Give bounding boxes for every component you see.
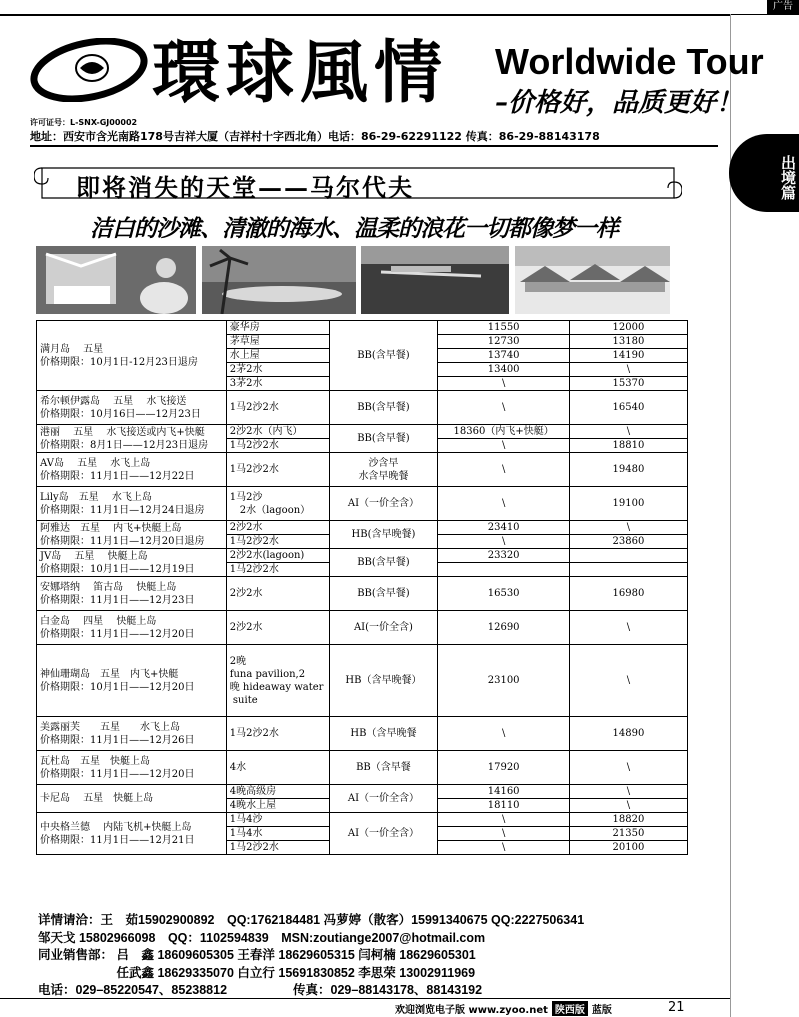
contact-line: 电话：029–85220547、85238812 传真：029–88143178、88143192: [38, 983, 483, 997]
resort-name: 白金岛 四星 快艇上岛: [40, 615, 157, 627]
resort-validity: 价格期限：10月1日-12月23日退房: [40, 356, 198, 368]
price-cell: 19480: [569, 453, 687, 487]
room-type: 豪华房: [226, 321, 329, 335]
website-note: 欢迎浏览电子版 www.zyoo.net: [395, 1005, 548, 1016]
resort-cell: [37, 611, 227, 645]
contact-line: 邹天戈 15802966098 QQ：1102594839 MSN:zoutiange2007@hotmail.com: [38, 930, 486, 945]
ad-label: 广告: [767, 0, 799, 14]
water-villa-photo: [361, 246, 509, 314]
meal-plan: 沙含早 水含早晚餐: [329, 453, 438, 487]
price-cell: \: [438, 487, 570, 521]
address-rule: [30, 145, 718, 147]
price-cell: [569, 549, 687, 563]
honeymoon-bedroom-photo: [36, 246, 196, 314]
price-cell: 18110: [438, 799, 570, 813]
price-cell: \: [438, 453, 570, 487]
room-type: 4晚高级房: [226, 785, 329, 799]
resort-cell: [37, 785, 227, 813]
top-rule-right: [730, 14, 799, 15]
price-cell: 15370: [569, 377, 687, 391]
resort-name: JV岛 五星 快艇上岛: [40, 550, 148, 562]
resort-name: 美露丽芙 五星 水飞上岛: [40, 721, 180, 733]
price-cell: \: [569, 611, 687, 645]
resort-validity: 价格期限：11月1日——12月23日: [40, 594, 195, 606]
brand-name-cn: 環球風情: [152, 33, 449, 113]
room-type: 茅草屋: [226, 335, 329, 349]
room-type: 2沙2水: [226, 521, 329, 535]
room-type: 1马2沙2水: [226, 391, 329, 425]
price-cell: 23320: [438, 549, 570, 563]
resort-cell: [37, 813, 227, 855]
price-cell: \: [438, 841, 570, 855]
price-cell: 11550: [438, 321, 570, 335]
price-cell: 23100: [438, 645, 570, 717]
resort-cell: [37, 549, 227, 577]
resort-validity: 价格期限：8月1日——12月23日退房: [40, 439, 209, 451]
room-type: 2晚 funa pavilion,2 晚 hideaway water suite: [226, 645, 329, 717]
price-cell: 16540: [569, 391, 687, 425]
room-type: 2沙2水(lagoon): [226, 549, 329, 563]
brand-slogan: –价格好，品质更好！: [495, 88, 743, 118]
price-cell: 12690: [438, 611, 570, 645]
room-type: 1马4水: [226, 827, 329, 841]
meal-plan: BB(含早餐): [329, 549, 438, 577]
table-row: [37, 717, 688, 751]
room-type: 1马2沙2水: [226, 535, 329, 549]
price-cell: 13400: [438, 363, 570, 377]
room-type: 4水: [226, 751, 329, 785]
room-type: 1马2沙2水: [226, 439, 329, 453]
resort-validity: 价格期限：11月1日——12月21日: [40, 834, 195, 846]
resort-name: 港丽 五星 水飞接送或内飞+快艇: [40, 426, 205, 438]
meal-plan: BB(含早餐): [329, 577, 438, 611]
resort-name: 神仙珊瑚岛 五星 内飞+快艇: [40, 668, 179, 680]
price-cell: 14890: [569, 717, 687, 751]
room-type: 4晚水上屋: [226, 799, 329, 813]
resort-validity: 价格期限：11月1日—12月20日退房: [40, 535, 205, 547]
banner-subtitle: 洁白的沙滩、清澈的海水、温柔的浪花一切都像梦一样: [90, 216, 618, 242]
beach-palm-photo: [202, 246, 356, 314]
contact-footer: [38, 912, 584, 1000]
beach-bungalow-photo: [515, 246, 670, 314]
price-cell: \: [438, 813, 570, 827]
resort-cell: [37, 577, 227, 611]
room-type: 3茅2水: [226, 377, 329, 391]
meal-plan: BB(含早餐): [329, 321, 438, 391]
contact-line: 同业销售部： 吕 鑫 18609605305 王春洋 18629605315 闫柯楠 18629605301: [38, 948, 476, 962]
resort-name: 安娜塔纳 笛古岛 快艇上岛: [40, 581, 177, 593]
price-cell: \: [569, 751, 687, 785]
price-cell: 13180: [569, 335, 687, 349]
room-type: 1马4沙: [226, 813, 329, 827]
section-tab: [729, 134, 799, 212]
resort-name: 卡尼岛 五星 快艇上岛: [40, 793, 154, 804]
room-type: 1马2沙 2水（lagoon）: [226, 487, 329, 521]
resort-name: 瓦杜岛 五星 快艇上岛: [40, 755, 150, 767]
resort-name: Lily岛 五星 水飞上岛: [40, 491, 152, 503]
price-cell: 23410: [438, 521, 570, 535]
meal-plan: HB（含早晚餐）: [329, 645, 438, 717]
resort-cell: [37, 425, 227, 453]
table-row: [37, 521, 688, 535]
resort-name: 中央格兰德 内陆飞机+快艇上岛: [40, 821, 192, 833]
table-row: [37, 549, 688, 563]
resort-validity: 价格期限：11月1日——12月20日: [40, 628, 195, 640]
resort-cell: [37, 321, 227, 391]
address-line: 地址：西安市含光南路178号吉祥大厦（吉祥村十字西北角）电话：86-29-62291122 传真：86-29-88143178: [30, 130, 600, 143]
price-cell: 16530: [438, 577, 570, 611]
price-cell: 14190: [569, 349, 687, 363]
resort-validity: 价格期限：11月1日——12月26日: [40, 734, 195, 746]
price-cell: [569, 563, 687, 577]
table-row: [37, 813, 688, 827]
page-number: 21: [668, 1000, 685, 1015]
room-type: 1马2沙2水: [226, 453, 329, 487]
price-cell: \: [569, 645, 687, 717]
price-cell: \: [438, 535, 570, 549]
room-type: 2茅2水: [226, 363, 329, 377]
price-cell: \: [569, 521, 687, 535]
price-cell: 18810: [569, 439, 687, 453]
meal-plan: AI（一价全含）: [329, 487, 438, 521]
price-cell: 18360（内飞+快艇）: [438, 425, 570, 439]
table-row: [37, 785, 688, 799]
resort-validity: 价格期限：10月1日——12月20日: [40, 681, 195, 693]
resort-cell: [37, 645, 227, 717]
resort-cell: [37, 717, 227, 751]
table-row: [37, 321, 688, 335]
price-cell: [438, 563, 570, 577]
bottom-rule: [0, 998, 730, 999]
meal-plan: AI(一价全含): [329, 611, 438, 645]
price-cell: \: [569, 425, 687, 439]
price-cell: \: [438, 827, 570, 841]
resort-name: 阿雅达 五星 内飞+快艇上岛: [40, 522, 182, 534]
contact-line: 任武鑫 18629335070 白立行 15691830852 李思荣 13002911969: [38, 965, 476, 980]
section-tab-label: 出境篇: [779, 154, 797, 200]
price-cell: 21350: [569, 827, 687, 841]
meal-plan: BB(含早餐): [329, 425, 438, 453]
table-row: [37, 751, 688, 785]
resort-cell: [37, 453, 227, 487]
table-row: [37, 611, 688, 645]
top-rule: [0, 14, 730, 16]
price-cell: \: [438, 439, 570, 453]
price-cell: 12730: [438, 335, 570, 349]
price-cell: 20100: [569, 841, 687, 855]
resort-name: 满月岛 五星: [40, 343, 104, 355]
table-row: [37, 577, 688, 611]
price-cell: 12000: [569, 321, 687, 335]
resort-cell: [37, 391, 227, 425]
contact-line: 详情请洽：王 茹15902900892 QQ:1762184481 冯萝婷（散客）15991340675 QQ:2227506341: [38, 913, 585, 927]
price-cell: 23860: [569, 535, 687, 549]
room-type: 2沙2水: [226, 577, 329, 611]
resort-cell: [37, 487, 227, 521]
meal-plan: BB(含早餐): [329, 391, 438, 425]
table-row: [37, 487, 688, 521]
room-type: 2沙2水（内飞）: [226, 425, 329, 439]
bottom-bar: [395, 1001, 612, 1016]
meal-plan: BB（含早餐: [329, 751, 438, 785]
price-cell: 19100: [569, 487, 687, 521]
brand-name-en: Worldwide Tour: [495, 41, 764, 82]
meal-plan: HB(含早晚餐): [329, 521, 438, 549]
table-row: [37, 453, 688, 487]
price-cell: 16980: [569, 577, 687, 611]
price-cell: \: [569, 799, 687, 813]
resort-validity: 价格期限：10月1日——12月19日: [40, 563, 195, 575]
table-row: [37, 645, 688, 717]
price-table: [36, 320, 688, 855]
price-cell: 13740: [438, 349, 570, 363]
edition-badge: 陕西版: [552, 1001, 588, 1016]
resort-validity: 价格期限：11月1日——12月22日: [40, 470, 195, 482]
resort-name: 希尔顿伊露岛 五星 水飞接送: [40, 395, 187, 407]
banner-title: 即将消失的天堂——马尔代夫: [76, 173, 414, 202]
room-type: 1马2沙2水: [226, 841, 329, 855]
price-cell: \: [438, 377, 570, 391]
license-number: 许可证号：L-SNX-GJ00002: [30, 118, 138, 127]
price-cell: 17920: [438, 751, 570, 785]
price-cell: \: [438, 391, 570, 425]
room-type: 1马2沙2水: [226, 717, 329, 751]
price-cell: \: [569, 363, 687, 377]
table-row: [37, 391, 688, 425]
resort-name: AV岛 五星 水飞上岛: [40, 457, 151, 469]
edition-label: 蓝版: [591, 1005, 612, 1016]
room-type: 1马2沙2水: [226, 563, 329, 577]
resort-validity: 价格期限：11月1日——12月20日: [40, 768, 195, 780]
price-cell: \: [569, 785, 687, 799]
meal-plan: HB（含早晚餐: [329, 717, 438, 751]
meal-plan: AI（一价全含）: [329, 813, 438, 855]
price-cell: 18820: [569, 813, 687, 827]
room-type: 2沙2水: [226, 611, 329, 645]
resort-validity: 价格期限：11月1日—12月24日退房: [40, 504, 205, 516]
room-type: 水上屋: [226, 349, 329, 363]
table-row: [37, 425, 688, 439]
meal-plan: AI（一价全含）: [329, 785, 438, 813]
resort-cell: [37, 751, 227, 785]
price-cell: 14160: [438, 785, 570, 799]
resort-validity: 价格期限：10月16日——12月23日: [40, 408, 201, 420]
resort-cell: [37, 521, 227, 549]
globe-ring-logo-icon: [30, 38, 148, 102]
price-cell: \: [438, 717, 570, 751]
